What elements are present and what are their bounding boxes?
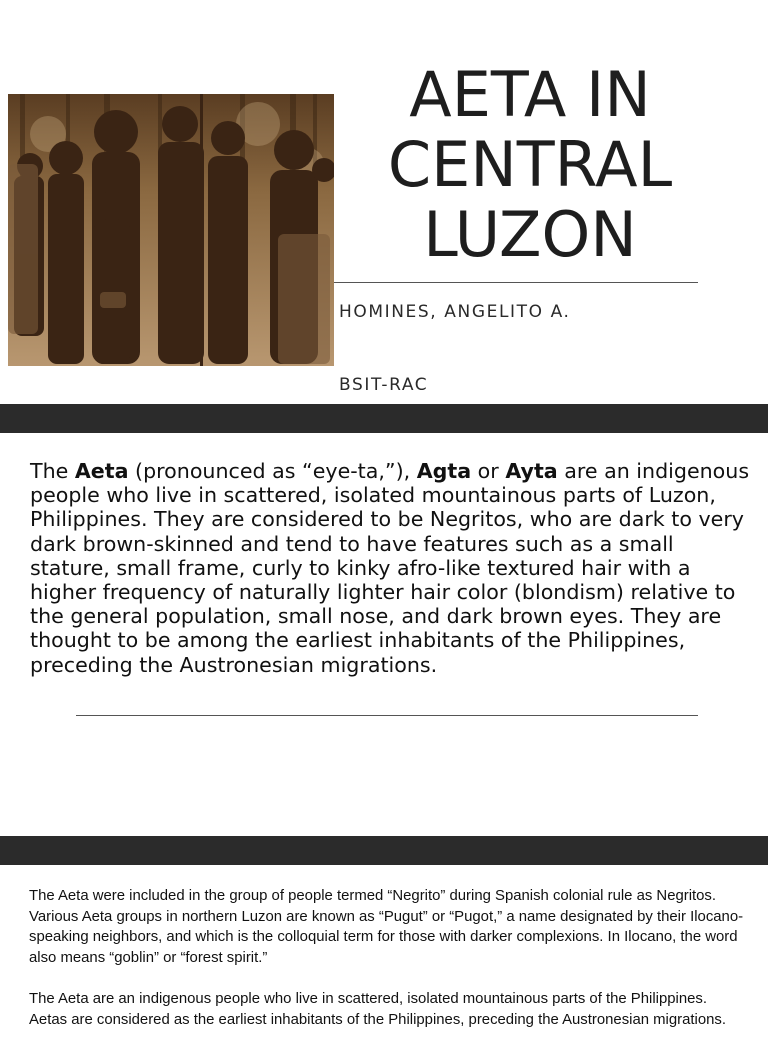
term-ayta: Ayta	[505, 459, 558, 483]
intro-text: The	[30, 459, 75, 483]
intro-divider	[76, 715, 698, 716]
title-divider	[334, 282, 698, 283]
course-label: BSIT-RAC	[339, 375, 429, 395]
term-agta: Agta	[416, 459, 472, 483]
title-line-3: LUZON	[423, 198, 637, 271]
author-name: HOMINES, ANGELITO A.	[339, 302, 571, 322]
slide-separator-band	[0, 836, 768, 865]
body-paragraph-indigenous: The Aeta are an indigenous people who live in scattered, isolated mountainous parts of the Philippines. Aetas are considered as the earliest inhabitants of the Philippines, preceding the Austronesian migrations.	[29, 991, 726, 1028]
aeta-group-photo	[8, 94, 334, 366]
body-text	[29, 886, 745, 1051]
group-photo-icon	[8, 94, 334, 366]
title-line-1: AETA IN	[409, 58, 651, 131]
intro-text: (pronounced as “eye-ta,”),	[128, 459, 417, 483]
term-aeta: Aeta	[74, 459, 129, 483]
slide-separator-band	[0, 404, 768, 433]
intro-paragraph	[30, 459, 750, 677]
body-paragraph-negrito: The Aeta were included in the group of people termed “Negrito” during Spanish colonial rule as Negritos. Various Aeta groups in northern Luzon are known as “Pugut” or “Pugot,” a name designated by their Ilocano-speaking neighbors, and which is the colloquial term for those with darker complexions. In Ilocano, the word also means “goblin” or “forest spirit.”	[29, 888, 744, 966]
title-line-2: CENTRAL	[387, 128, 673, 201]
intro-text: or	[471, 459, 506, 483]
intro-text: are an indigenous people who live in scattered, isolated mountainous parts of Luzon, Philippines. They are considered to be Negritos, who are dark to very dark brown-skinned and tend to have features such as a small stature, small frame, curly to kinky afro-like textured hair with a higher frequency of naturally lighter hair color (blondism) relative to the general population, small nose, and dark brown eyes. They are thought to be among the earliest inhabitants of the Philippines, preceding the Austronesian migrations.	[30, 459, 750, 677]
slide-title	[360, 60, 700, 270]
